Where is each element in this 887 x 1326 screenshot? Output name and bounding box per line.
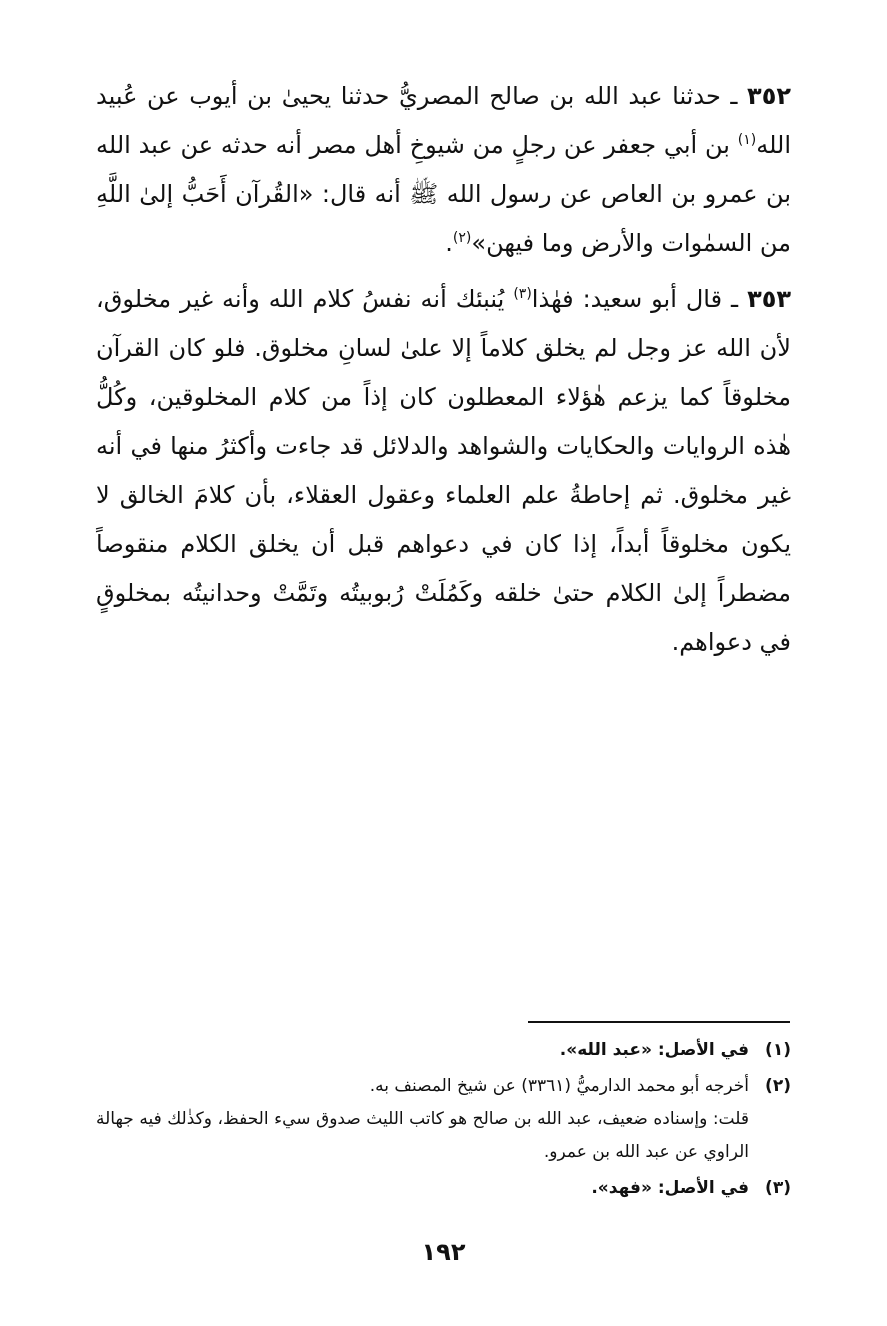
footnote-label: في الأصل: bbox=[651, 1040, 749, 1060]
footnote-body: «فهد». bbox=[591, 1178, 652, 1198]
footnote-text bbox=[96, 1172, 749, 1205]
footnote-note: قلت: وإسناده ضعيف، عبد الله بن صالح هو كاتب الليث صدوق سيء الحفظ، وكذٰلك فيه جهالة الراوي عن عبد الله بن عمرو. bbox=[96, 1109, 749, 1162]
footnotes-section bbox=[96, 1034, 791, 1208]
paragraph-text: ـ قال أبو سعيد: فهٰذا bbox=[531, 285, 748, 313]
footnote-number: (١) bbox=[765, 1040, 791, 1060]
footnote-ref-1[interactable]: (١) bbox=[737, 132, 757, 148]
footnote-1 bbox=[96, 1034, 791, 1067]
footnote-text bbox=[96, 1070, 749, 1169]
paragraph-352 bbox=[96, 72, 791, 268]
paragraph-number: ٣٥٢ bbox=[747, 82, 791, 110]
footnote-label: في الأصل: bbox=[651, 1178, 749, 1198]
paragraph-text: بن أبي جعفر عن رجلٍ من شيوخِ أهل مصر أنه حدثه عن عبد الله بن عمرو بن العاص عن رسول الله ﷺ أنه قال: «القُرآن أَحَبُّ إلىٰ اللَّهِ من السمٰوات والأرض وما فيهن» bbox=[96, 131, 791, 257]
footnote-body: «عبد الله». bbox=[559, 1040, 652, 1060]
paragraph-text: . bbox=[445, 229, 453, 257]
footnote-ref-3[interactable]: (٣) bbox=[513, 286, 532, 302]
footnote-ref-2[interactable]: (٢) bbox=[452, 230, 472, 246]
paragraph-text: ـ حدثنا عبد الله بن صالح المصريُّ حدثنا يحيىٰ بن أيوب عن عُبيد الله bbox=[96, 82, 791, 159]
footnote-divider bbox=[528, 1021, 790, 1023]
footnote-body: أخرجه أبو محمد الدارميُّ (٣٣٦١) عن شيخ المصنف به. bbox=[369, 1076, 749, 1096]
page-number: ١٩٢ bbox=[421, 1238, 466, 1266]
footnote-number: (٢) bbox=[765, 1076, 791, 1096]
footnote-number: (٣) bbox=[765, 1178, 791, 1198]
paragraph-text: يُنبئك أنه نفسُ كلام الله وأنه غير مخلوق، لأن الله عز وجل لم يخلق كلاماً إلا علىٰ لسانِ مخلوق. فلو كان القرآن مخلوقاً كما يزعم هٰؤلاء المعطلون كان إذاً من كلام المخلوقين، وكُلُّ هٰذه الروايات والحكايات والشواهد والدلائل قد جاءت وأكثرُ منها في أنه غير مخلوق. ثم إحاطةُ علم العلماء وعقول العقلاء، بأن كلامَ الخالق لا يكون مخلوقاً أبداً، إذا كان في دعواهم قبل أن يخلق الكلام منقوصاً مضطراً إلىٰ الكلام حتىٰ خلقه وكَمُلَتْ رُبوبيتُه وتَمَّتْ وحدانيتُه بمخلوقٍ في دعواهم. bbox=[96, 285, 791, 656]
footnote-3 bbox=[96, 1172, 791, 1205]
footnote-2 bbox=[96, 1070, 791, 1169]
footnote-text bbox=[96, 1034, 749, 1067]
paragraph-number: ٣٥٣ bbox=[747, 285, 792, 313]
paragraph-353 bbox=[96, 275, 791, 667]
